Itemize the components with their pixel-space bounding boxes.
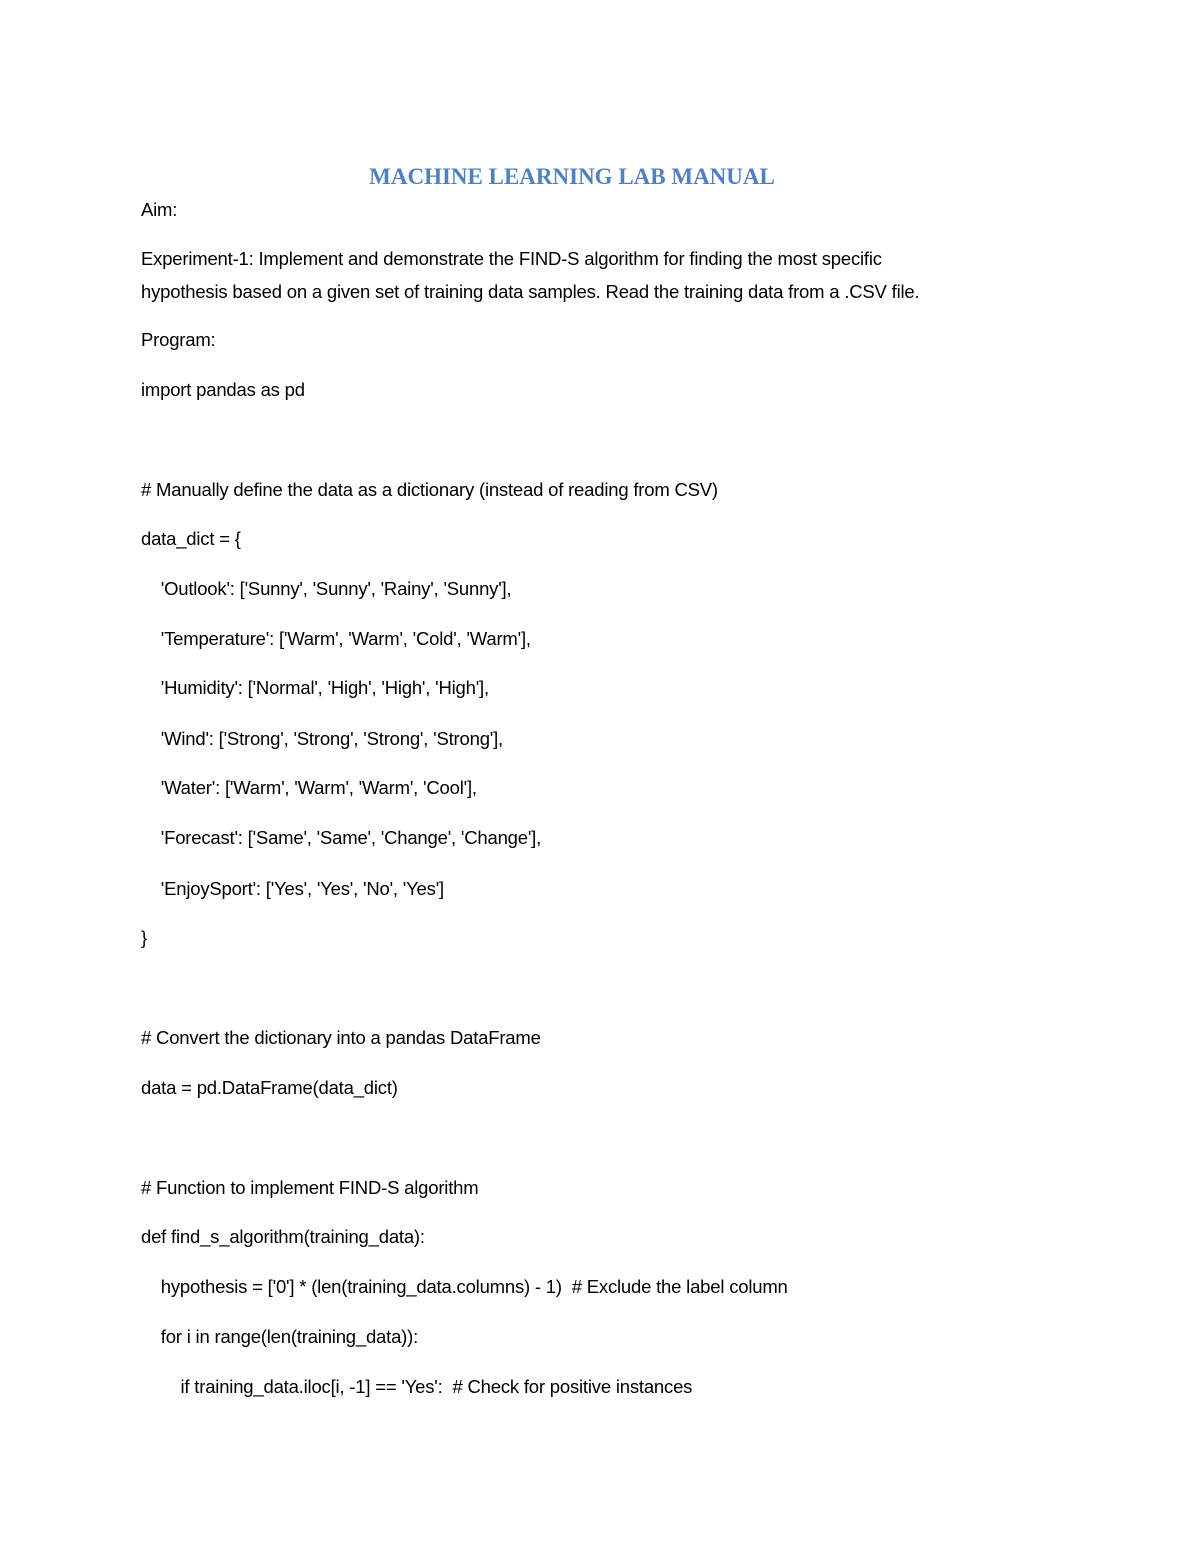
- code-comment-line: # Function to implement FIND-S algorithm: [141, 1177, 479, 1198]
- code-line: data = pd.DataFrame(data_dict): [141, 1077, 398, 1098]
- experiment-description-line-2: hypothesis based on a given set of training data samples. Read the training data from a .CSV file.: [141, 281, 920, 302]
- code-comment-line: # Manually define the data as a dictionary (instead of reading from CSV): [141, 479, 718, 500]
- code-line: 'EnjoySport': ['Yes', 'Yes', 'No', 'Yes']: [141, 878, 444, 899]
- code-line: data_dict = {: [141, 528, 241, 549]
- page-title: MACHINE LEARNING LAB MANUAL: [369, 164, 775, 189]
- code-line: hypothesis = ['0'] * (len(training_data.columns) - 1) # Exclude the label column: [141, 1276, 788, 1297]
- code-line: def find_s_algorithm(training_data):: [141, 1226, 425, 1247]
- code-line: }: [141, 927, 147, 948]
- code-line: if training_data.iloc[i, -1] == 'Yes': # Check for positive instances: [141, 1376, 693, 1397]
- code-line: 'Forecast': ['Same', 'Same', 'Change', 'Change'],: [141, 827, 542, 848]
- code-line: import pandas as pd: [141, 379, 305, 400]
- code-line: 'Humidity': ['Normal', 'High', 'High', 'High'],: [141, 677, 489, 698]
- code-comment-line: # Convert the dictionary into a pandas DataFrame: [141, 1027, 541, 1048]
- code-line: for i in range(len(training_data)):: [141, 1326, 419, 1347]
- experiment-description-line-1: Experiment-1: Implement and demonstrate the FIND-S algorithm for finding the most specific: [141, 248, 882, 269]
- code-line: 'Outlook': ['Sunny', 'Sunny', 'Rainy', 'Sunny'],: [141, 578, 512, 599]
- code-line: 'Water': ['Warm', 'Warm', 'Warm', 'Cool'],: [141, 777, 477, 798]
- code-line: 'Temperature': ['Warm', 'Warm', 'Cold', 'Warm'],: [141, 628, 531, 649]
- program-label: Program:: [141, 329, 216, 350]
- code-line: 'Wind': ['Strong', 'Strong', 'Strong', 'Strong'],: [141, 728, 503, 749]
- aim-label: Aim:: [141, 199, 178, 220]
